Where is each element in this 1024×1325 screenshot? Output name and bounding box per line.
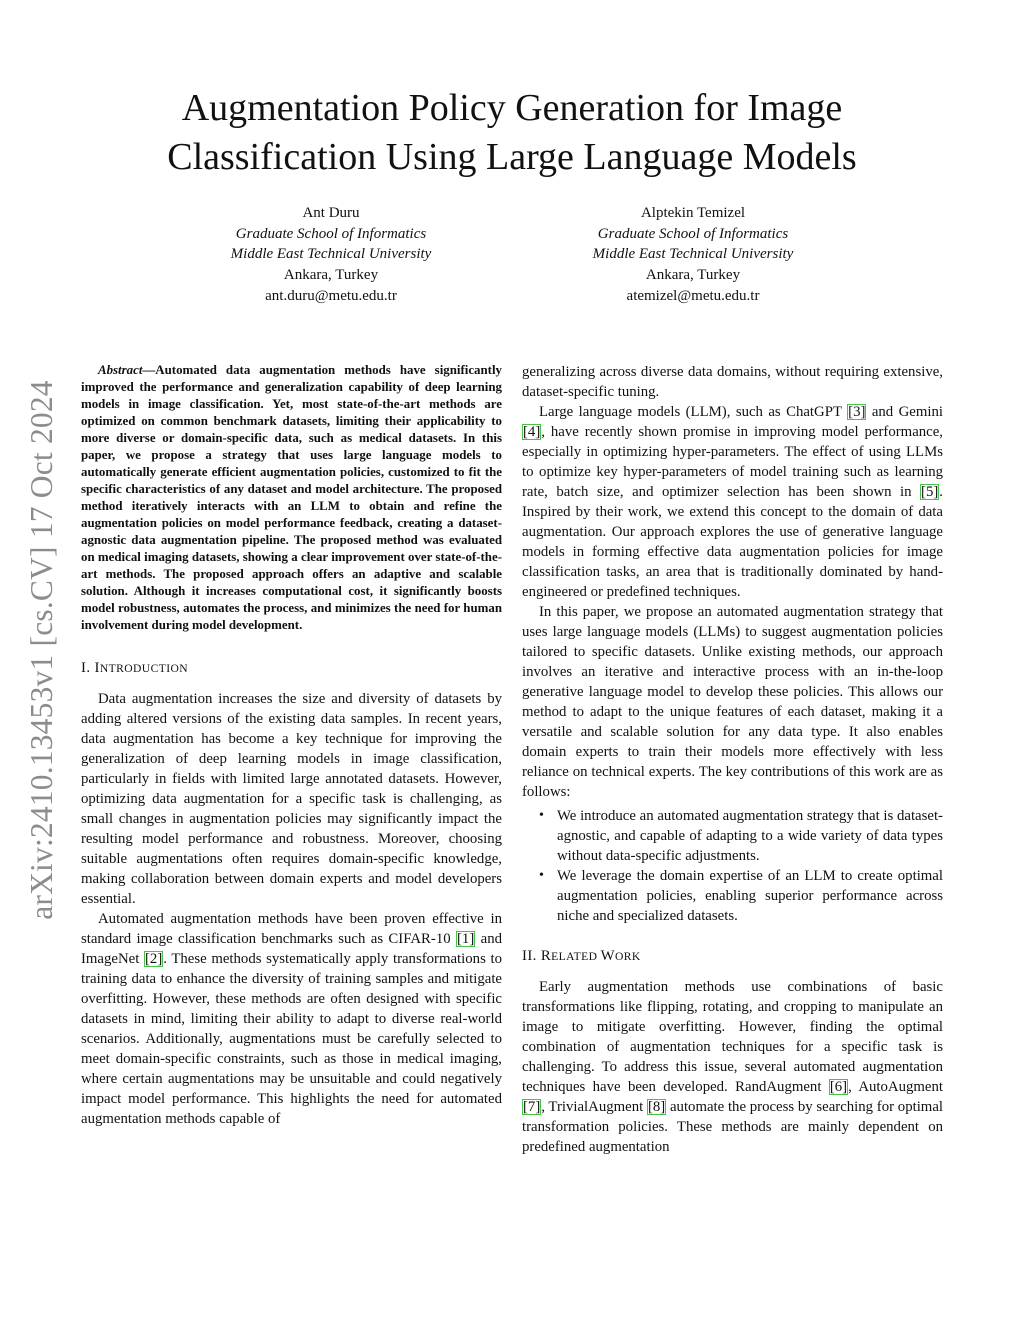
title-line-1: Augmentation Policy Generation for Image xyxy=(181,87,843,129)
section-heading-related-work xyxy=(522,946,943,967)
text-run: , have recently shown promise in improving model performance, especially in optimizing hyper-parameters. The effect of using LLMs to optimize key hyper-parameters of model training such as learning rate, batch size, and optimizer selection has been shown in xyxy=(522,424,943,500)
author-organization: Middle East Technical University xyxy=(230,246,432,263)
author-city: Ankara, Turkey xyxy=(283,267,379,284)
title-line-2: Classification Using Large Language Models xyxy=(167,136,857,178)
abstract-label: Abstract xyxy=(98,363,143,377)
intro-paragraph-1: Data augmentation increases the size and diversity of datasets by adding altered versions of the existing data samples. In recent years, data augmentation has become a key technique for improving the generalization of deep learning models in image classification, particularly in fields with limited large annotated datasets. However, optimizing data augmentation for a specific task is challenging, as small changes in augmentation policies may significantly impact the resulting model performance and robustness. Moreover, choosing suitable augmentations often requires domain-specific knowledge, making collaboration between domain experts and model developers essential. xyxy=(81,691,502,907)
author-name: Alptekin Temizel xyxy=(640,205,746,221)
text-run: , AutoAugment xyxy=(848,1079,943,1095)
author-department: Graduate School of Informatics xyxy=(235,225,427,242)
author-organization: Middle East Technical University xyxy=(592,246,794,263)
section-title-rest: ELATED xyxy=(551,950,601,963)
text-run: Early augmentation methods use combinations of basic transformations like flipping, rotating, and cropping to manipulate an image to mitigate overfitting. However, finding the optimal combination of augmentation techniques for a specific task is challenging. To address this issue, several automated augmentation techniques have been developed. RandAugment xyxy=(522,979,943,1095)
citation-link[interactable]: [5] xyxy=(921,484,939,500)
citation-link[interactable]: [6] xyxy=(829,1079,848,1095)
citation-link[interactable]: [2] xyxy=(145,951,163,967)
arxiv-identifier-stamp xyxy=(22,355,62,945)
text-run: Automated augmentation methods have been proven effective in standard image classification benchmarks such as CIFAR-10 xyxy=(81,911,502,947)
author-block-1 xyxy=(131,203,531,307)
text-run: Large language models (LLM), such as ChatGPT xyxy=(539,404,848,420)
author-block-2 xyxy=(493,203,893,307)
text-run: . Inspired by their work, we extend this concept to the domain of data augmentation. Our approach explores the use of generative language models in forming effective data augmentation policies for image classification tasks, an area that is traditionally dominated by hand-engineered or predefined techniques. xyxy=(522,484,943,600)
citation-link[interactable]: [1] xyxy=(457,931,475,947)
section-numeral: I. xyxy=(81,660,91,676)
abstract xyxy=(81,362,502,634)
section-numeral: II. xyxy=(522,948,537,964)
author-email: atemizel@metu.edu.tr xyxy=(626,287,760,304)
intro-paragraph-3 xyxy=(522,402,943,602)
left-column xyxy=(81,362,502,1129)
text-run: , TrivialAugment xyxy=(541,1099,647,1115)
abstract-text: —Automated data augmentation methods have significantly improved the performance and generalization capability of deep learning models in image classification. Yet, most state-of-the-art methods are optimized on common benchmark datasets, limiting their applicability to more diverse or domain-specific data, such as medical datasets. In this paper, we propose a strategy that uses large language models to automatically generate efficient augmentation policies, customized to fit the specific characteristics of any dataset and model architecture. The proposed method iteratively interacts with an LLM to obtain and refine the augmentation policies on model performance feedback, creating a dataset-agnostic data augmentation pipeline. The proposed method was evaluated on medical imaging datasets, showing a clear improvement over state-of-the-art methods. The proposed approach offers an adaptive and scalable solution. Although it increases computational cost, it significantly boosts model robustness, automates the process, and minimizes the need for human involvement during model development. xyxy=(81,363,502,632)
section-heading-introduction xyxy=(81,658,502,679)
paper-title xyxy=(80,84,944,182)
author-name: Ant Duru xyxy=(302,205,360,221)
arxiv-identifier-text: arXiv:2410.13453v1 [cs.CV] 17 Oct 2024 xyxy=(24,380,59,920)
author-email: ant.duru@metu.edu.tr xyxy=(265,287,397,304)
text-run: and ImageNet xyxy=(81,931,502,967)
intro-paragraph-4: In this paper, we propose an automated augmentation strategy that uses large language models (LLMs) to suggest augmentation policies tailored to specific datasets. Unlike existing methods, our approach involves an iterative and interactive process with an in-the-loop generative language model to develop these policies. This allows our method to adapt to the unique features of each dataset, making it a versatile and scalable solution for any data type. It also enables domain experts to train their models more effectively with less reliance on technical experts. The key contributions of this work are as follows: xyxy=(522,604,943,800)
intro-paragraph-2-continued: generalizing across diverse data domains, without requiring extensive, dataset-specific tuning. xyxy=(522,364,943,400)
contribution-item: • We leverage the domain expertise of an LLM to create optimal augmentation policies, enabling superior performance across niche and specialized datasets. xyxy=(522,866,943,926)
section-title-initial: W xyxy=(600,948,616,964)
section-title-initial: R xyxy=(540,948,552,964)
text-run: automate the process by searching for optimal transformation policies. These methods are mainly dependent on predefined augmentation xyxy=(522,1099,943,1155)
citation-link[interactable]: [4] xyxy=(523,424,541,440)
contributions-list xyxy=(522,806,943,926)
text-run: and Gemini xyxy=(866,404,943,420)
author-city: Ankara, Turkey xyxy=(645,267,741,284)
contribution-item: • We introduce an automated augmentation strategy that is dataset-agnostic, and capable of adapting to a wide variety of data types without data-specific adjustments. xyxy=(522,806,943,866)
section-title-rest: NTRODUCTION xyxy=(99,662,189,675)
author-department: Graduate School of Informatics xyxy=(597,225,789,242)
section-title-initial: I xyxy=(94,660,100,676)
section-title-rest: ORK xyxy=(615,950,641,963)
intro-paragraph-2 xyxy=(81,909,502,1129)
citation-link[interactable]: [7] xyxy=(523,1099,541,1115)
citation-link[interactable]: [8] xyxy=(647,1099,666,1115)
text-run: . These methods systematically apply transformations to training data to enhance the diversity of training samples and mitigate overfitting. However, these methods are often designed with specific datasets in mind, limiting their ability to adapt to diverse real-world scenarios. Additionally, augmentations must be carefully selected to meet domain-specific constraints, such as those in medical imaging, where certain augmentations may be unsuitable and could negatively impact model performance. This highlights the need for automated augmentation methods capable of xyxy=(81,951,502,1127)
right-column xyxy=(522,362,943,1157)
related-work-paragraph-1 xyxy=(522,977,943,1157)
citation-link[interactable]: [3] xyxy=(848,404,866,420)
